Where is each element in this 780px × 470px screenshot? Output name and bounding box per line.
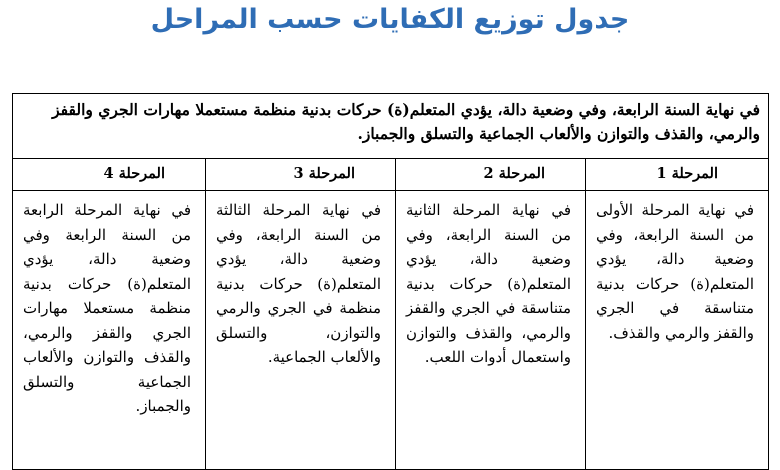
stage-3-text: في نهاية المرحلة الثالثة من السنة الرابعة، وفي وضعية دالة، يؤدي المتعلم(ة) حركات بدنية منظمة في الجري والرمي والتوازن، والتسلق والألعاب الجماعية. xyxy=(205,191,395,469)
stage-1-text: في نهاية المرحلة الأولى من السنة الرابعة، وفي وضعية دالة، يؤدي المتعلم(ة) حركات بدنية متناسقة في الجري والقفز والرمي والقذف. xyxy=(585,191,768,469)
table-header-row xyxy=(13,159,768,191)
table-body-row xyxy=(13,191,768,469)
stage-4-header: المرحلة 4 xyxy=(103,165,165,182)
page-title: جدول توزيع الكفايات حسب المراحل xyxy=(150,4,630,35)
final-objective-cell: في نهاية السنة الرابعة، وفي وضعية دالة، يؤدي المتعلم(ة) حركات بدنية منظمة مستعملا مهارات الجري والقفز والرمي، والقذف والتوازن والألعاب الجماعية والتسلق والجمباز. xyxy=(13,94,768,159)
stage-1-header: المرحلة 1 xyxy=(585,159,768,190)
competencies-table xyxy=(12,93,769,470)
stage-3-header: المرحلة 3 xyxy=(205,159,395,190)
stage-4-text: في نهاية المرحلة الرابعة من السنة الرابعة وفي وضعية دالة، يؤدي المتعلم(ة) حركات بدنية منظمة مستعملا مهارات الجري والقفز والرمي، والقذف والتوازن والألعاب الجماعية والتسلق والجمباز. xyxy=(23,201,191,415)
stage-2-header: المرحلة 2 xyxy=(395,159,585,190)
stage-2-text: في نهاية المرحلة الثانية من السنة الرابعة، وفي وضعية دالة، يؤدي المتعلم(ة) حركات بدنية متناسقة في الجري والقفز والرمي، والقذف والتوازن واستعمال أدوات اللعب. xyxy=(395,191,585,469)
